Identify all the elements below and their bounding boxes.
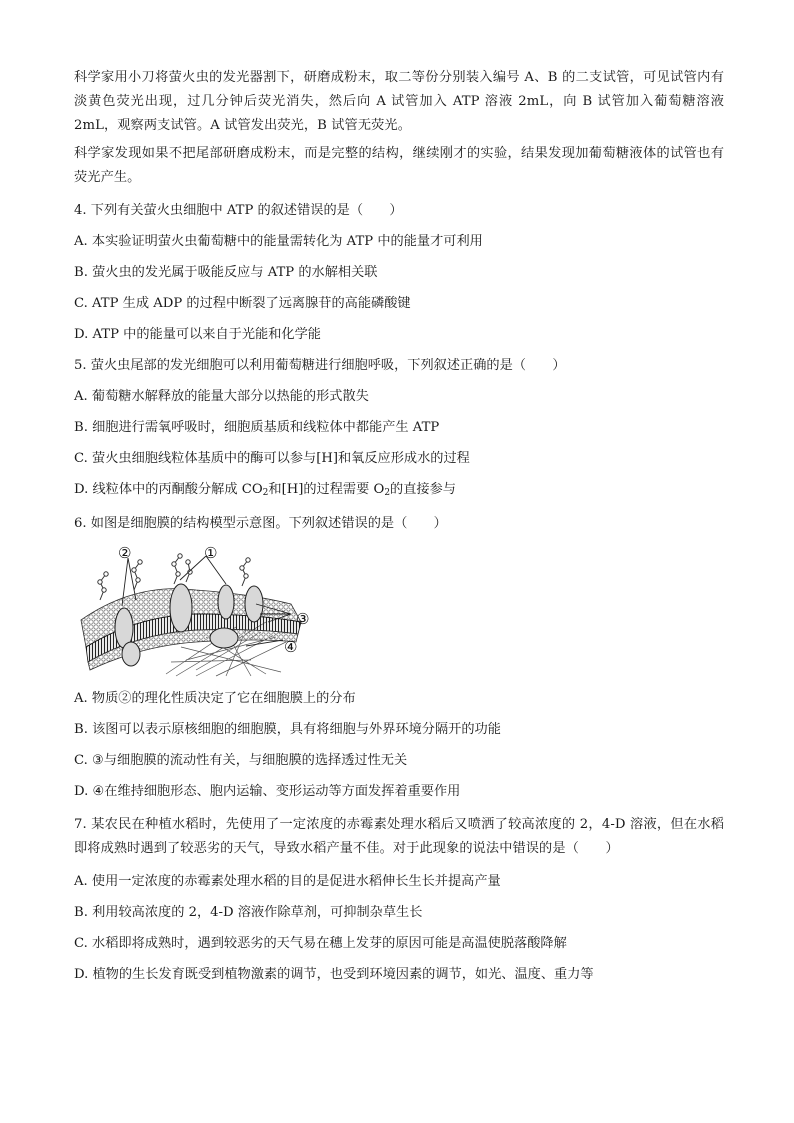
figure-label-3: ③: [296, 610, 310, 628]
question-5-option-c: C. 萤火虫细胞线粒体基质中的酶可以参与[H]和氧反应形成水的过程: [74, 451, 470, 466]
question-6-option-d: D. ④在维持细胞形态、胞内运输、变形运动等方面发挥着重要作用: [74, 784, 461, 799]
intro-paragraph-2: 科学家发现如果不把尾部研磨成粉末，而是完整的结构，继续刚才的实验，结果发现加葡萄糖液体的试管也有荧光产生。: [74, 146, 724, 185]
question-6-option-b: B. 该图可以表示原核细胞的细胞膜，具有将细胞与外界环境分隔开的功能: [74, 722, 501, 737]
cell-membrane-diagram: [76, 542, 321, 678]
question-7-option-c: C. 水稻即将成熟时，遇到较恶劣的天气易在穗上发芽的原因可能是高温使脱落酸降解: [74, 936, 567, 951]
question-4-option-d: D. ATP 中的能量可以来自于光能和化学能: [74, 327, 321, 342]
question-7-option-b: B. 利用较高浓度的 2，4-D 溶液作除草剂，可抑制杂草生长: [74, 905, 423, 920]
figure-label-2: ②: [118, 544, 132, 562]
figure-label-1: ①: [204, 544, 218, 562]
q5-d-text-1: D. 线粒体中的丙酮酸分解成 CO: [74, 482, 263, 497]
question-4-stem: 4. 下列有关萤火虫细胞中 ATP 的叙述错误的是（ ）: [74, 203, 403, 218]
question-4-option-a: A. 本实验证明萤火虫葡萄糖中的能量需转化为 ATP 中的能量才可利用: [74, 234, 483, 249]
question-7-stem: 7. 某农民在种植水稻时，先使用了一定浓度的赤霉素处理水稻后又喷洒了较高浓度的 2，4-D 溶液，但在水稻即将成熟时遇到了较恶劣的天气，导致水稻产量不佳。对于此现象的说法中错误的是（ ）: [74, 817, 724, 856]
question-7-option-d: D. 植物的生长发育既受到植物激素的调节，也受到环境因素的调节，如光、温度、重力等: [74, 967, 594, 982]
question-7-option-a: A. 使用一定浓度的赤霉素处理水稻的目的是促进水稻伸长生长并提高产量: [74, 874, 501, 889]
q5-d-subscript-1: 2: [262, 488, 269, 498]
question-5-option-a: A. 葡萄糖水解释放的能量大部分以热能的形式散失: [74, 389, 369, 404]
question-5-stem: 5. 萤火虫尾部的发光细胞可以利用葡萄糖进行细胞呼吸，下列叙述正确的是（ ）: [74, 358, 566, 373]
intro-paragraph-1: 科学家用小刀将萤火虫的发光器割下，研磨成粉末，取二等份分别装入编号 A、B 的二支试管，可见试管内有淡黄色荧光出现，过几分钟后荧光消失，然后向 A 试管加入 ATP 溶液 2mL，向 B 试管加入葡萄糖溶液 2mL，观察两支试管。A 试管发出荧光，B 试管无荧光。: [74, 70, 724, 133]
q5-d-text-3: 的直接参与: [390, 482, 456, 497]
question-4-option-c: C. ATP 生成 ADP 的过程中断裂了远离腺苷的高能磷酸键: [74, 296, 411, 311]
question-5-option-d: [74, 480, 724, 503]
question-6-option-c: C. ③与细胞膜的流动性有关，与细胞膜的选择透过性无关: [74, 753, 408, 768]
question-6-stem: 6. 如图是细胞膜的结构模型示意图。下列叙述错误的是（ ）: [74, 516, 447, 531]
question-4-option-b: B. 萤火虫的发光属于吸能反应与 ATP 的水解相关联: [74, 265, 378, 280]
q5-d-text-2: 和[H]的过程需要 O: [268, 482, 385, 497]
cell-membrane-figure: [76, 542, 321, 678]
document-page: [74, 66, 724, 985]
question-5-option-b: B. 细胞进行需氧呼吸时，细胞质基质和线粒体中都能产生 ATP: [74, 420, 440, 435]
q5-d-subscript-2: 2: [384, 488, 391, 498]
figure-label-4: ④: [284, 638, 298, 656]
question-6-option-a: A. 物质②的理化性质决定了它在细胞膜上的分布: [74, 691, 356, 706]
